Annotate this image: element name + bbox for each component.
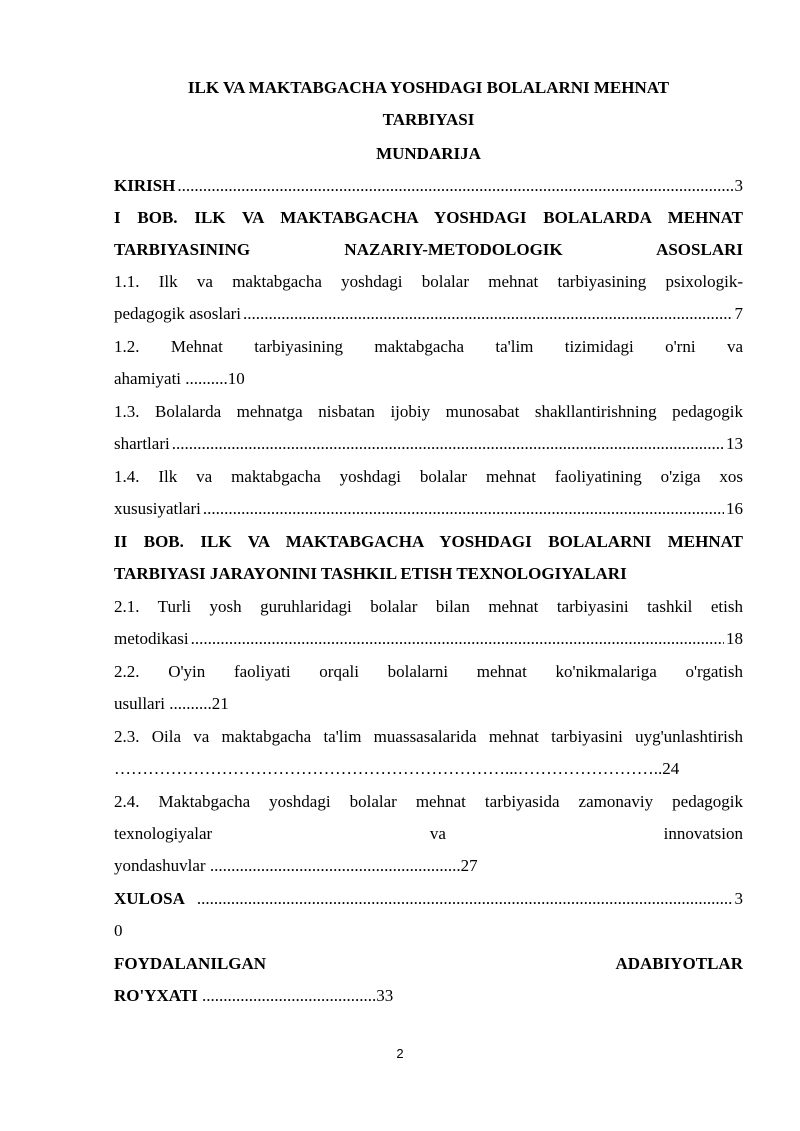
toc-label: RO'YXATI xyxy=(114,986,198,1005)
toc-section-2-3-line1: 2.3. Oila va maktabgacha ta'lim muassasalarida mehnat tarbiyasini uyg'unlashtirish xyxy=(114,727,743,746)
toc-label: KIRISH xyxy=(114,176,176,195)
toc-entry-adabiyot-words xyxy=(114,948,743,980)
toc-page-number: 7 xyxy=(734,304,743,323)
toc-entry-adabiyot-line1 xyxy=(114,948,743,980)
toc-section-2-4-line3: yondashuvlar ...........................................................27 xyxy=(114,856,478,875)
toc-section-1-2-line1: 1.2. Mehnat tarbiyasining maktabgacha ta'lim tizimidagi o'rni va xyxy=(114,337,743,356)
toc-section-1-1-line2 xyxy=(114,298,743,330)
toc-section-1-4-line1: 1.4. Ilk va maktabgacha yoshdagi bolalar mehnat faoliyatining o'ziga xos xyxy=(114,467,743,486)
toc-section-1-4-line2 xyxy=(114,493,743,525)
toc-entry-xulosa-wrap: 0 xyxy=(114,921,123,940)
toc-section-2-4-line2-words xyxy=(114,818,743,850)
toc-chapter2-line2: TARBIYASI JARAYONINI TASHKIL ETISH TEXNOLOGIYALARI xyxy=(114,564,627,583)
toc-section-1-3-line1: 1.3. Bolalarda mehnatga nisbatan ijobiy munosabat shakllantirishning pedagogik xyxy=(114,402,743,421)
toc-section-2-4-line1: 2.4. Maktabgacha yoshdagi bolalar mehnat tarbiyasida zamonaviy pedagogik xyxy=(114,792,743,811)
contents-heading: MUNDARIJA xyxy=(376,144,481,163)
toc-word-2: va xyxy=(429,824,446,843)
page-number: 2 xyxy=(396,1046,404,1061)
toc-leader xyxy=(191,623,724,655)
toc-word-3: innovatsion xyxy=(663,824,743,843)
toc-section-2-2-line2: usullari ..........21 xyxy=(114,694,229,713)
toc-label: xususiyatlari xyxy=(114,499,201,518)
toc-word-1: texnologiyalar xyxy=(114,824,213,843)
toc-page-number: 18 xyxy=(726,629,743,648)
toc-entry-xulosa xyxy=(114,883,743,915)
toc-entry-kirish xyxy=(114,170,743,202)
toc-leader-page: .........................................33 xyxy=(197,986,394,1005)
document-title-line2: TARBIYASI xyxy=(382,110,475,129)
toc-label: shartlari xyxy=(114,434,170,453)
toc-leader xyxy=(172,428,724,460)
toc-page-number: 3 xyxy=(734,176,743,195)
document-title-line1: ILK VA MAKTABGACHA YOSHDAGI BOLALARNI MEHNAT xyxy=(187,78,670,97)
toc-chapter1-line1: I BOB. ILK VA MAKTABGACHA YOSHDAGI BOLALARDA MEHNAT xyxy=(114,208,743,227)
toc-label: pedagogik asoslari xyxy=(114,304,241,323)
toc-section-2-3-line2: ……………………………………………………………...……………………..24 xyxy=(114,759,680,778)
toc-page-number: 3 xyxy=(734,889,743,908)
toc-word-foydalanilgan: FOYDALANILGAN xyxy=(114,954,267,973)
toc-section-2-1-line2 xyxy=(114,623,743,655)
toc-label: metodikasi xyxy=(114,629,189,648)
toc-chapter2-line1: II BOB. ILK VA MAKTABGACHA YOSHDAGI BOLALARNI MEHNAT xyxy=(114,532,743,551)
toc-page-number: 16 xyxy=(726,499,743,518)
toc-word-adabiyotlar: ADABIYOTLAR xyxy=(615,954,743,973)
toc-section-2-1-line1: 2.1. Turli yosh guruhlaridagi bolalar bilan mehnat tarbiyasini tashkil etish xyxy=(114,597,743,616)
toc-chapter1-line2: TARBIYASINING NAZARIY-METODOLOGIK ASOSLARI xyxy=(114,240,743,259)
toc-leader xyxy=(177,170,732,202)
toc-section-1-3-line2 xyxy=(114,428,743,460)
toc-page-number: 13 xyxy=(726,434,743,453)
toc-section-1-2-line2: ahamiyati ..........10 xyxy=(114,369,245,388)
toc-leader xyxy=(203,493,724,525)
toc-section-2-2-line1: 2.2. O'yin faoliyati orqali bolalarni mehnat ko'nikmalariga o'rgatish xyxy=(114,662,743,681)
toc-section-1-1-line1: 1.1. Ilk va maktabgacha yoshdagi bolalar mehnat tarbiyasining psixologik- xyxy=(114,272,743,291)
toc-leader xyxy=(197,883,733,915)
toc-section-2-4-line2 xyxy=(114,818,743,850)
toc-entry-adabiyot-line2 xyxy=(114,980,743,1012)
toc-leader xyxy=(243,298,733,330)
toc-label: XULOSA xyxy=(114,889,185,908)
